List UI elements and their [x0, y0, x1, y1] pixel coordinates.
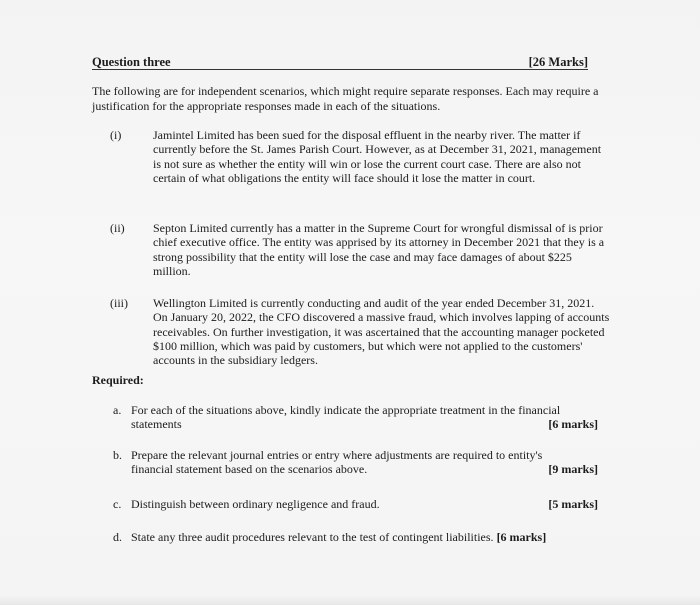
task-letter: a. [113, 403, 122, 417]
scenario-i [110, 128, 610, 185]
task-letter: c. [113, 497, 122, 511]
scenario-number: (iii) [110, 296, 128, 310]
task-b [113, 448, 608, 477]
task-a [113, 403, 608, 432]
task-marks: [6 marks] [496, 530, 547, 544]
task-text-line: statements [131, 417, 182, 432]
question-total-marks: [26 Marks] [528, 55, 588, 69]
scenario-number: (ii) [110, 221, 125, 235]
scenario-text: Septon Limited currently has a matter in the Supreme Court for wrongful dismissal of is prior chief executive office. The entity was apprised by its attorney in December 2021 that they is a strong possibility that the entity will lose the case and may face damages of about $225 million. [153, 221, 605, 278]
task-text-line: financial statement based on the scenarios above. [131, 462, 368, 477]
scenario-number: (i) [110, 128, 122, 142]
scenario-ii [110, 221, 610, 278]
task-text-line: Prepare the relevant journal entries or entry where adjustments are required to entity's [131, 448, 543, 462]
scenario-iii [110, 296, 610, 367]
task-d [113, 530, 608, 544]
task-marks: [6 marks] [548, 417, 598, 432]
question-header [92, 55, 588, 70]
page-shadow [0, 595, 700, 605]
task-c [113, 497, 608, 511]
intro-paragraph: The following are for independent scenarios, which might require separate responses. Each may require a justification for the appropriate responses made in each of the situations. [92, 84, 599, 113]
task-letter: b. [113, 448, 122, 462]
task-text-line: Distinguish between ordinary negligence and fraud. [131, 497, 380, 511]
task-marks: [5 marks] [548, 497, 598, 511]
scenario-text: Jamintel Limited has been sued for the disposal effluent in the nearby river. The matter if currently before the St. James Parish Court. However, as at December 31, 2021, management is not sure as whether the entity will win or lose the current court case. There are also not certain of what obligations the entity will face should it lose the matter in court. [153, 128, 602, 185]
task-letter: d. [113, 530, 122, 544]
task-text-line: For each of the situations above, kindly indicate the appropriate treatment in the financial [131, 403, 561, 417]
required-label: Required: [92, 373, 144, 387]
task-text-line: State any three audit procedures relevant to the test of contingent liabilities. [131, 530, 494, 544]
question-title: Question three [92, 55, 171, 69]
scenario-text: Wellington Limited is currently conducting and audit of the year ended December 31, 2021. On January 20, 2022, the CFO discovered a massive fraud, which involves lapping of accounts receivables. On further investigation, it was ascertained that the accounting manager pocketed $100 million, which was paid by customers, but which were not applied to the customers' accounts in the subsidiary ledgers. [153, 296, 610, 368]
task-marks: [9 marks] [548, 462, 598, 477]
